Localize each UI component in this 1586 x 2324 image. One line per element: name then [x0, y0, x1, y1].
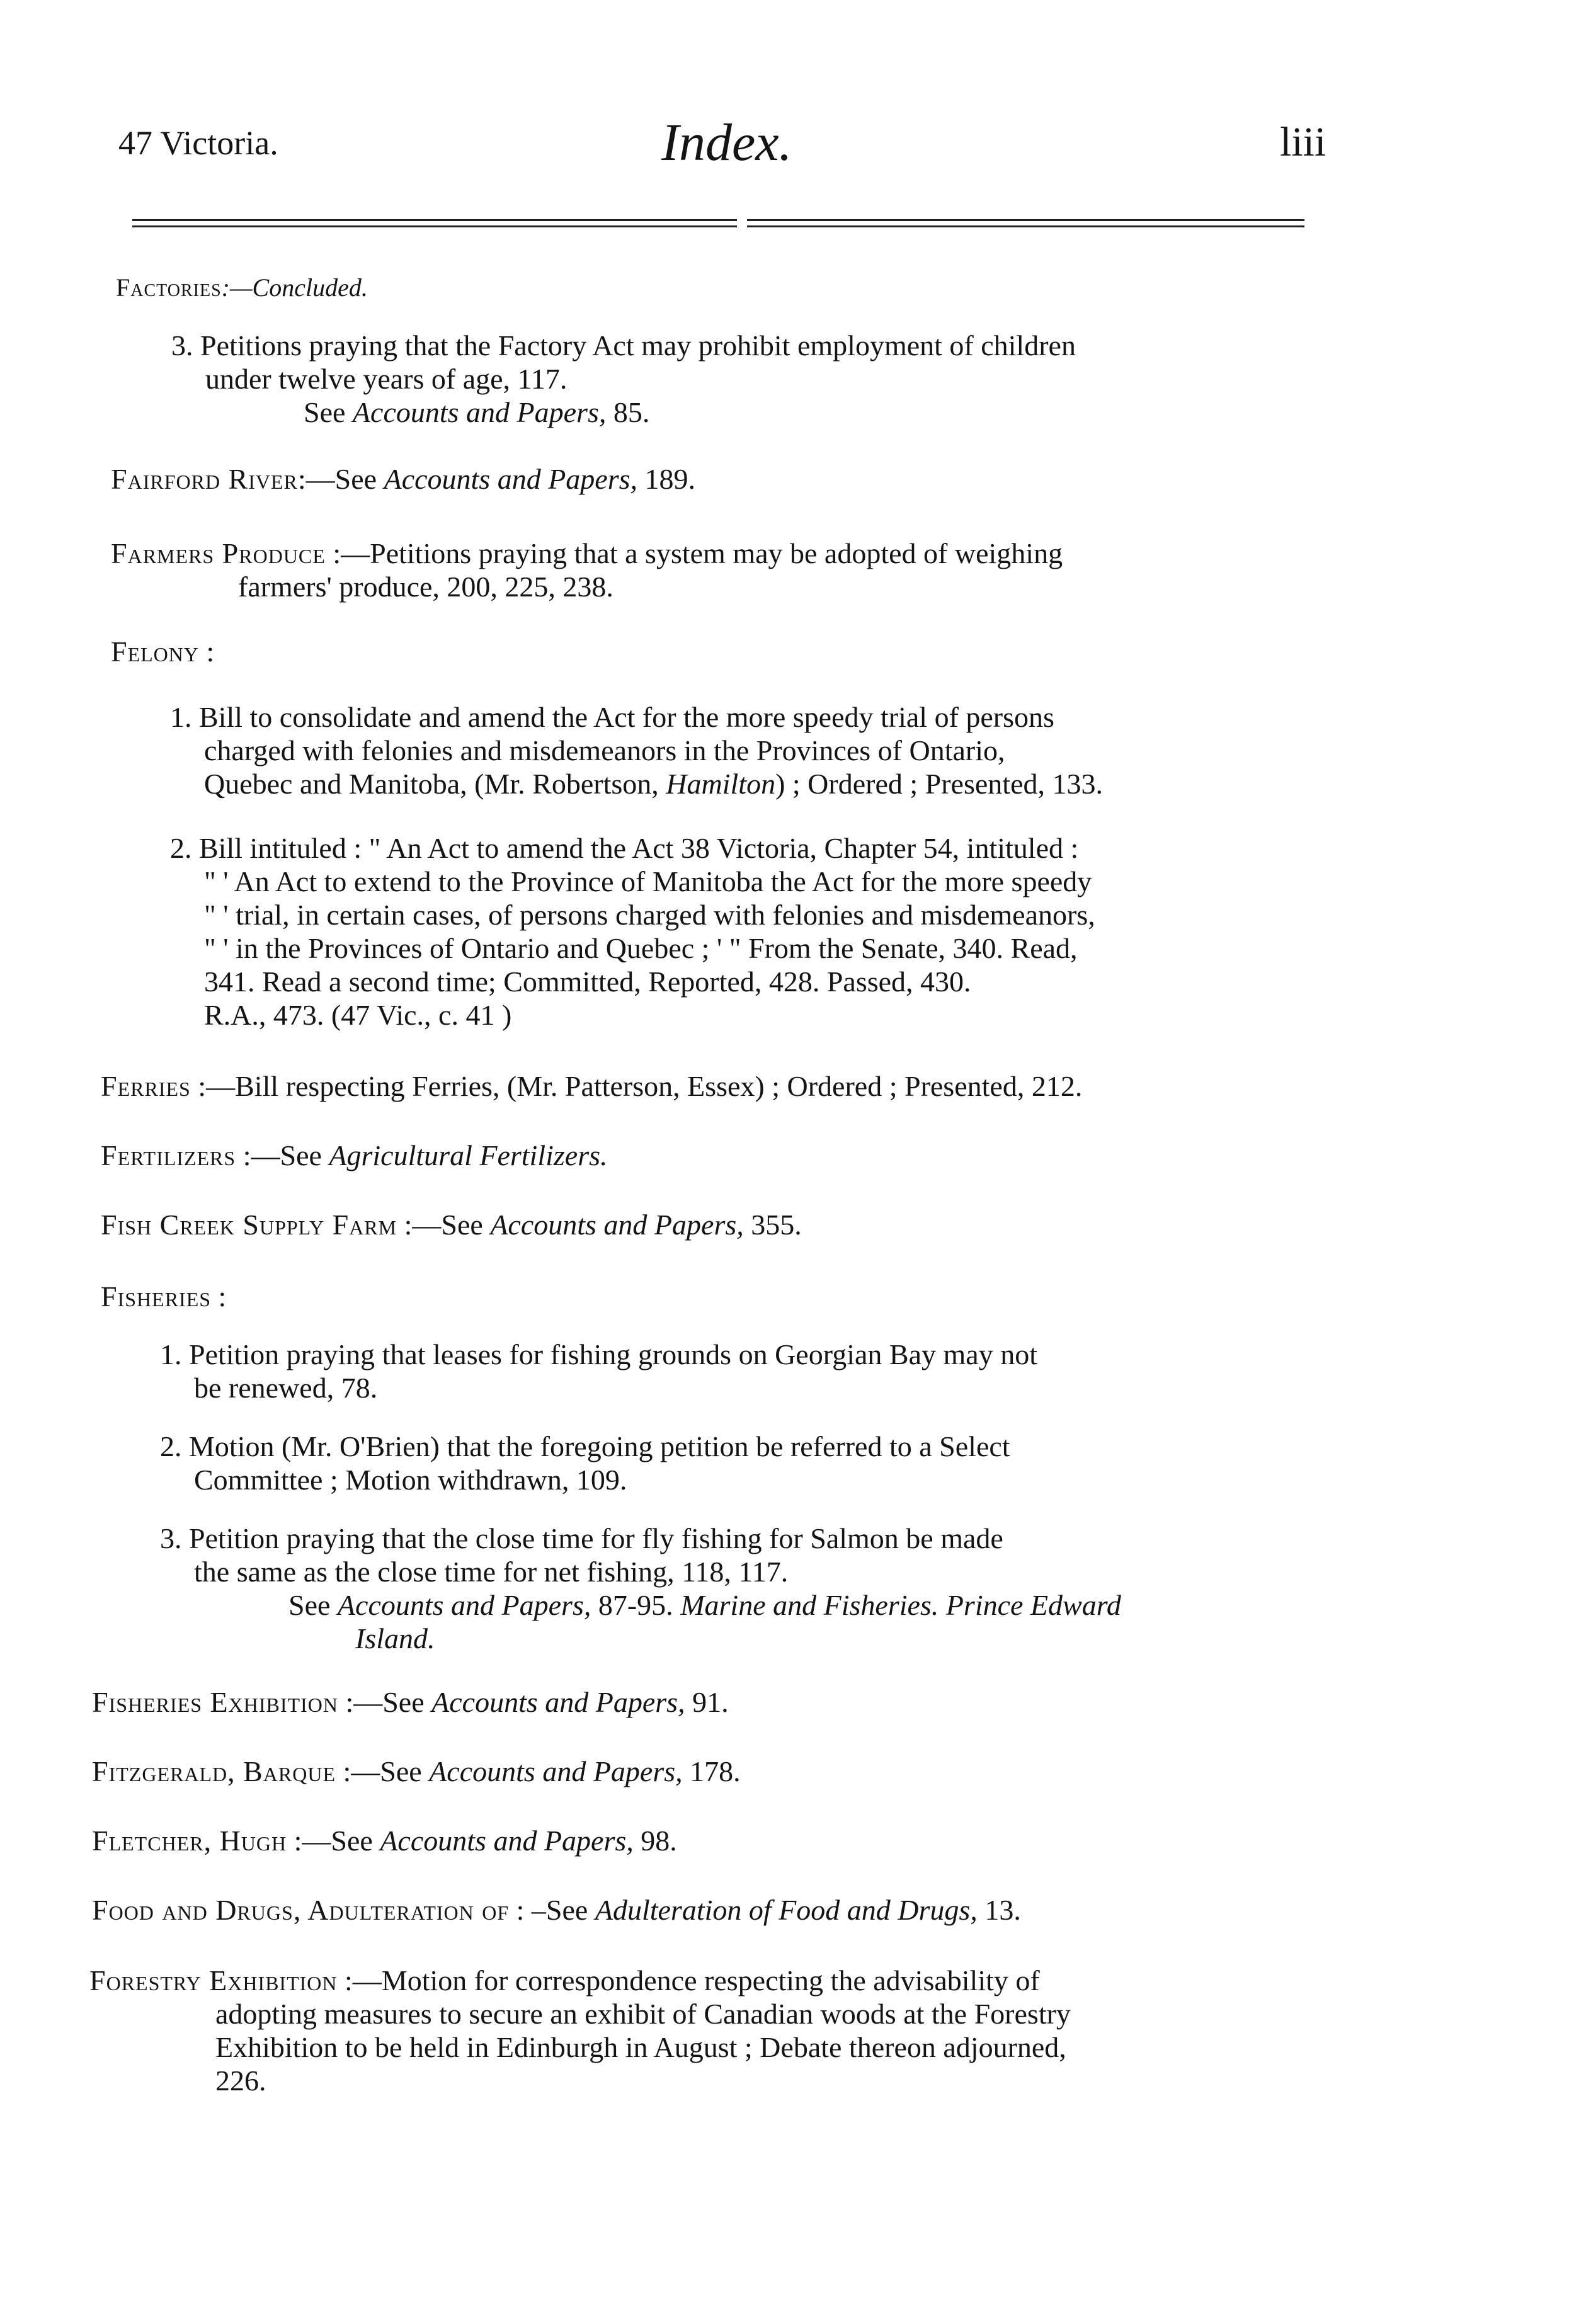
entry-heading: Farmers Produce	[111, 537, 326, 569]
cross-reference: Accounts and Papers,	[431, 1686, 685, 1718]
entry-heading: Fish Creek Supply Farm	[101, 1209, 397, 1241]
cross-reference: Agricultural Fertilizers.	[329, 1139, 608, 1171]
entry-heading: Factories	[116, 273, 222, 302]
cross-reference: Accounts and Papers,	[352, 396, 607, 428]
list-item: 1. Petition praying that leases for fishing grounds on Georgian Bay may not be renewed, 78.	[160, 1338, 1037, 1404]
cross-reference: Accounts and Papers,	[429, 1755, 683, 1787]
entry-ferries: Ferries :—Bill respecting Ferries, (Mr. Patterson, Essex) ; Ordered ; Presented, 212.	[101, 1070, 1083, 1102]
cross-reference: Adulteration of Food and Drugs,	[595, 1894, 978, 1926]
entry-fertilizers: Fertilizers :—See Agricultural Fertilizers.	[101, 1139, 608, 1171]
entry-heading: Fisheries Exhibition	[92, 1686, 338, 1718]
entry-heading: Fletcher, Hugh	[92, 1825, 287, 1857]
header-rule-right	[747, 219, 1304, 221]
entry-heading: Fisheries	[101, 1280, 212, 1313]
cross-reference: Prince Edward	[945, 1589, 1121, 1621]
entry-heading: Fitzgerald, Barque	[92, 1755, 336, 1787]
header-rule-right-lower	[747, 225, 1304, 227]
entry-fisheries: Fisheries :	[101, 1280, 227, 1313]
list-item: 1. Bill to consolidate and amend the Act for the more speedy trial of persons charged with felonies and misdemeanors in the Provinces of Ontario, Quebec and Manitoba, (Mr. Robertson, Hamilton) ; Ordered ; Presented, 133.	[170, 701, 1103, 800]
header-rule-left	[132, 219, 737, 221]
entry-fisheries-exhibition: Fisheries Exhibition :—See Accounts and Papers, 91.	[92, 1686, 729, 1718]
entry-heading: Ferries	[101, 1070, 191, 1102]
entry-heading: Fertilizers	[101, 1139, 236, 1171]
page-title: Index.	[661, 113, 792, 172]
entry-heading: Food and Drugs, Adulteration of	[92, 1894, 510, 1926]
cross-reference: Accounts and Papers,	[490, 1209, 744, 1241]
item-number: 2.	[170, 832, 192, 864]
item-number: 2.	[160, 1430, 182, 1462]
entry-farmers-produce: Farmers Produce :—Petitions praying that a system may be adopted of weighing farmers' produce, 200, 225, 238.	[111, 537, 1063, 603]
entry-heading: Forestry Exhibition	[89, 1964, 338, 1996]
header-rule-left-lower	[132, 225, 737, 227]
list-item: 3. Petitions praying that the Factory Act may prohibit employment of children under twelve years of age, 117. See Accounts and Papers, 85.	[171, 329, 1076, 428]
cross-reference: Marine and Fisheries.	[680, 1589, 939, 1621]
entry-fish-creek: Fish Creek Supply Farm :—See Accounts and Papers, 355.	[101, 1209, 802, 1241]
entry-fairford-river: Fairford River:—See Accounts and Papers, 189.	[111, 463, 696, 495]
entry-fletcher-hugh: Fletcher, Hugh :—See Accounts and Papers, 98.	[92, 1825, 677, 1857]
list-item: 2. Motion (Mr. O'Brien) that the foregoing petition be referred to a Select Committee ; Motion withdrawn, 109.	[160, 1430, 1010, 1496]
entry-factories	[116, 271, 368, 305]
entry-food-and-drugs: Food and Drugs, Adulteration of : –See Adulteration of Food and Drugs, 13.	[92, 1894, 1021, 1926]
item-number: 3.	[160, 1522, 182, 1554]
entry-heading: Felony	[111, 635, 200, 668]
list-item: 2. Bill intituled : " An Act to amend the Act 38 Victoria, Chapter 54, intituled : " ' An Act to extend to the Province of Manitoba the Act for the more speedy " ' trial, in certain cases, of persons charged with felonies and misdemeanors, " ' in the Provinces of Ontario and Quebec ; ' " From the Senate, 340. Read, 341. Read a second time; Committed, Reported, 428. Passed, 430. R.A., 473. (47 Vic., c. 41 )	[170, 832, 1095, 1031]
item-number: 3.	[171, 329, 193, 362]
entry-fitzgerald-barque: Fitzgerald, Barque :—See Accounts and Papers, 178.	[92, 1755, 741, 1787]
cross-reference: Accounts and Papers,	[337, 1589, 591, 1621]
item-number: 1.	[160, 1338, 182, 1370]
header-left: 47 Victoria.	[118, 124, 278, 162]
cross-reference: Accounts and Papers,	[380, 1825, 634, 1857]
entry-forestry-exhibition: Forestry Exhibition :—Motion for correspondence respecting the advisability of adopting measures to secure an exhibit of Canadian woods at the Forestry Exhibition to be held in Edinburgh in August ; Debate thereon adjourned, 226.	[89, 1964, 1071, 2097]
entry-felony: Felony :	[111, 635, 215, 668]
item-number: 1.	[170, 701, 192, 733]
list-item: 3. Petition praying that the close time for fly fishing for Salmon be made the same as the close time for net fishing, 118, 117. See Accounts and Papers, 87-95. Marine and Fisheries. Prince Edward Island.	[160, 1522, 1121, 1655]
entry-continuation: :—Concluded.	[221, 273, 368, 302]
cross-reference: Accounts and Papers,	[384, 463, 638, 495]
entry-heading: Fairford River	[111, 463, 298, 495]
page-number: liii	[1280, 119, 1326, 165]
